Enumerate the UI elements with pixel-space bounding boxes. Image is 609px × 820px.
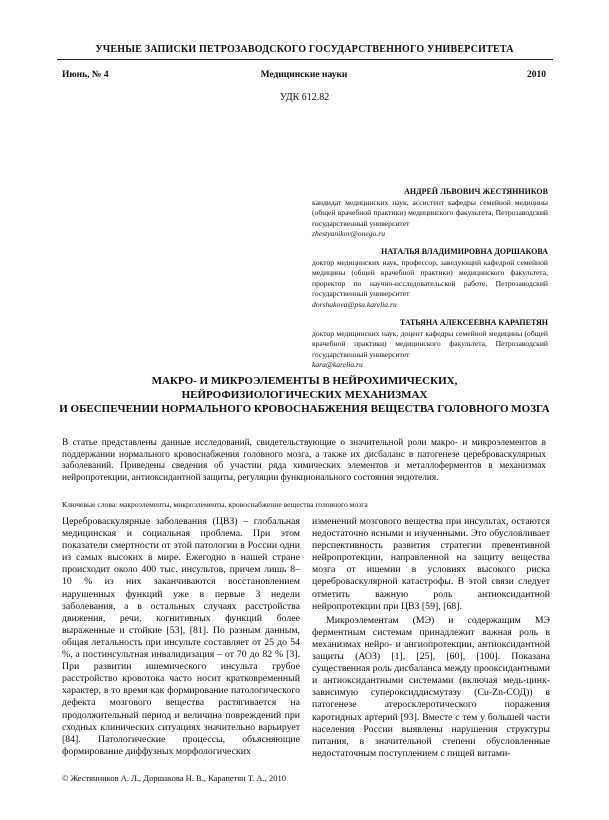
author-email: kara@karelia.ru — [312, 360, 363, 370]
title-line: МАКРО- И МИКРОЭЛЕМЕНТЫ В НЕЙРОХИМИЧЕСКИХ, — [151, 375, 458, 387]
body-paragraph: Цереброваскулярные заболевания (ЦВЗ) – глобальная медицинская и социальная проблема. При этом показатели смертности от этой патологии в России одни из самых высоких в мире. Ежегодно в нашей стране происходит около 400 тыс. инсультов, причем лишь 8–10 % из них заканчиваются восстановлением нарушенных функций уже в первые 3 недели заболевания, а в остальных случаях расстройства движения, речи, когнитивных функций более выраженные и стойкие [53], [81]. По разным данным, общая летальность при инсульте составляет от 25 до 54 %, а постинсультная инвалидизация – от 70 до 82 % [3]. При развитии ишемического инсульта грубое расстройство кровотока часто носит кратковременный характер, в то время как формирование патологического дефекта мозгового вещества растягивается на продолжительный период и величина повреждений при сходных клинических ситуациях значительно варьирует [84]. Патологические процессы, объясняющие формирование диффузных морфологических — [62, 516, 300, 757]
udc-code: УДК 612.82 — [279, 92, 330, 103]
author-email: dorshakova@psu.karelia.ru — [312, 299, 397, 309]
abstract: В статье представлены данные исследований, свидетельствующие о значительной роли макро- и микроэлементов в поддержании нормального кровоснабжения головного мозга, а также их дисбаланс в патогенезе цереброваскулярных заболеваний. Приведены сведения об участии ряда химических элементов и металлоферментов в механизмах нейропротекции, антиоксидантной защиты, регуляции функционального состояния эндотелия. — [62, 438, 546, 483]
author-affiliation: кандидат медицинских наук, ассистент кафедры семейной медицины (общей врачебной практики) медицинского факультета, Петрозаводский государственный университет — [312, 197, 548, 228]
header-rule — [57, 59, 553, 60]
article-title — [0, 374, 609, 416]
author-block-3 — [312, 318, 548, 371]
author-affiliation: доктор медицинских наук, профессор, заведующий кафедрой семейной медицины (общей врачебной практики) медицинского факультета, проректор по научно-исследовательской работе, Петрозаводский государственный университет — [312, 257, 548, 299]
copyright-notice: © Жестянников А. Л., Доршакова Н. В., Карапетян Т. А., 2010 — [62, 773, 286, 783]
author-name: НАТАЛЬЯ ВЛАДИМИРОВНА ДОРШАКОВА — [381, 247, 548, 256]
issue-row — [62, 70, 546, 80]
author-name: АНДРЕЙ ЛЬВОВИЧ ЖЕСТЯННИКОВ — [404, 187, 548, 196]
body-paragraph: Микроэлементам (МЭ) и содержащим МЭ ферментным системам принадлежит важная роль в механизмах нейро- и ангиопротекции, антиоксидантной защиты (АОЗ) [1], [25], [60], [100]. Показана существенная роль дисбаланса между прооксидантными и антиоксидантными системами (включая медь-цинк-зависимую супероксиддисмутазу (Cu-Zn-СОД)) в патогенезе атеросклеротического поражения каротидных артерий [93]. Вместе с тем у большей части населения России выявлены нарушения структуры питания, в значительной степени обусловленные недостаточным поступлением с пищей витами- — [312, 614, 550, 759]
keywords: Ключевые слова: макроэлементы, микроэлементы, кровоснабжение вещества головного мозга — [62, 500, 368, 509]
body-paragraph: изменений мозгового вещества при инсультах, остаются недостаточно ясными и изученными. Это обусловливает перспективность развития стратегии превентивной нейропротекции, направленной на защиту вещества мозга от ишемии в условиях высокого риска цереброваскулярной катастрофы. В этой связи следует отметить важную роль антиоксидантной нейропротекции при ЦВЗ [59], [68]. — [312, 516, 550, 612]
title-line: И ОБЕСПЕЧЕНИИ НОРМАЛЬНОГО КРОВОСНАБЖЕНИЯ ВЕЩЕСТВА ГОЛОВНОГО МОЗГА — [59, 403, 550, 415]
year-label: 2010 — [527, 70, 546, 80]
journal-title: УЧЕНЫЕ ЗАПИСКИ ПЕТРОЗАВОДСКОГО ГОСУДАРСТВЕННОГО УНИВЕРСИТЕТА — [95, 44, 514, 55]
section-label: Медицинские науки — [260, 70, 348, 80]
issue-label: Июнь, № 4 — [62, 70, 109, 80]
author-email: zhestyanikov@onego.ru — [312, 229, 385, 239]
title-line: НЕЙРОФИЗИОЛОГИЧЕСКИХ МЕХАНИЗМАХ — [181, 389, 428, 401]
author-block-2 — [312, 247, 548, 311]
body-column-right — [312, 516, 550, 760]
author-name: ТАТЬЯНА АЛЕКСЕЕВНА КАРАПЕТЯН — [399, 318, 548, 327]
author-affiliation: доктор медицинских наук, доцент кафедры семейной медицины (общей врачебной практики) медицинского факультета, Петрозаводский государственный университет — [312, 328, 548, 359]
author-block-1 — [312, 187, 548, 240]
body-column-left — [62, 516, 300, 758]
